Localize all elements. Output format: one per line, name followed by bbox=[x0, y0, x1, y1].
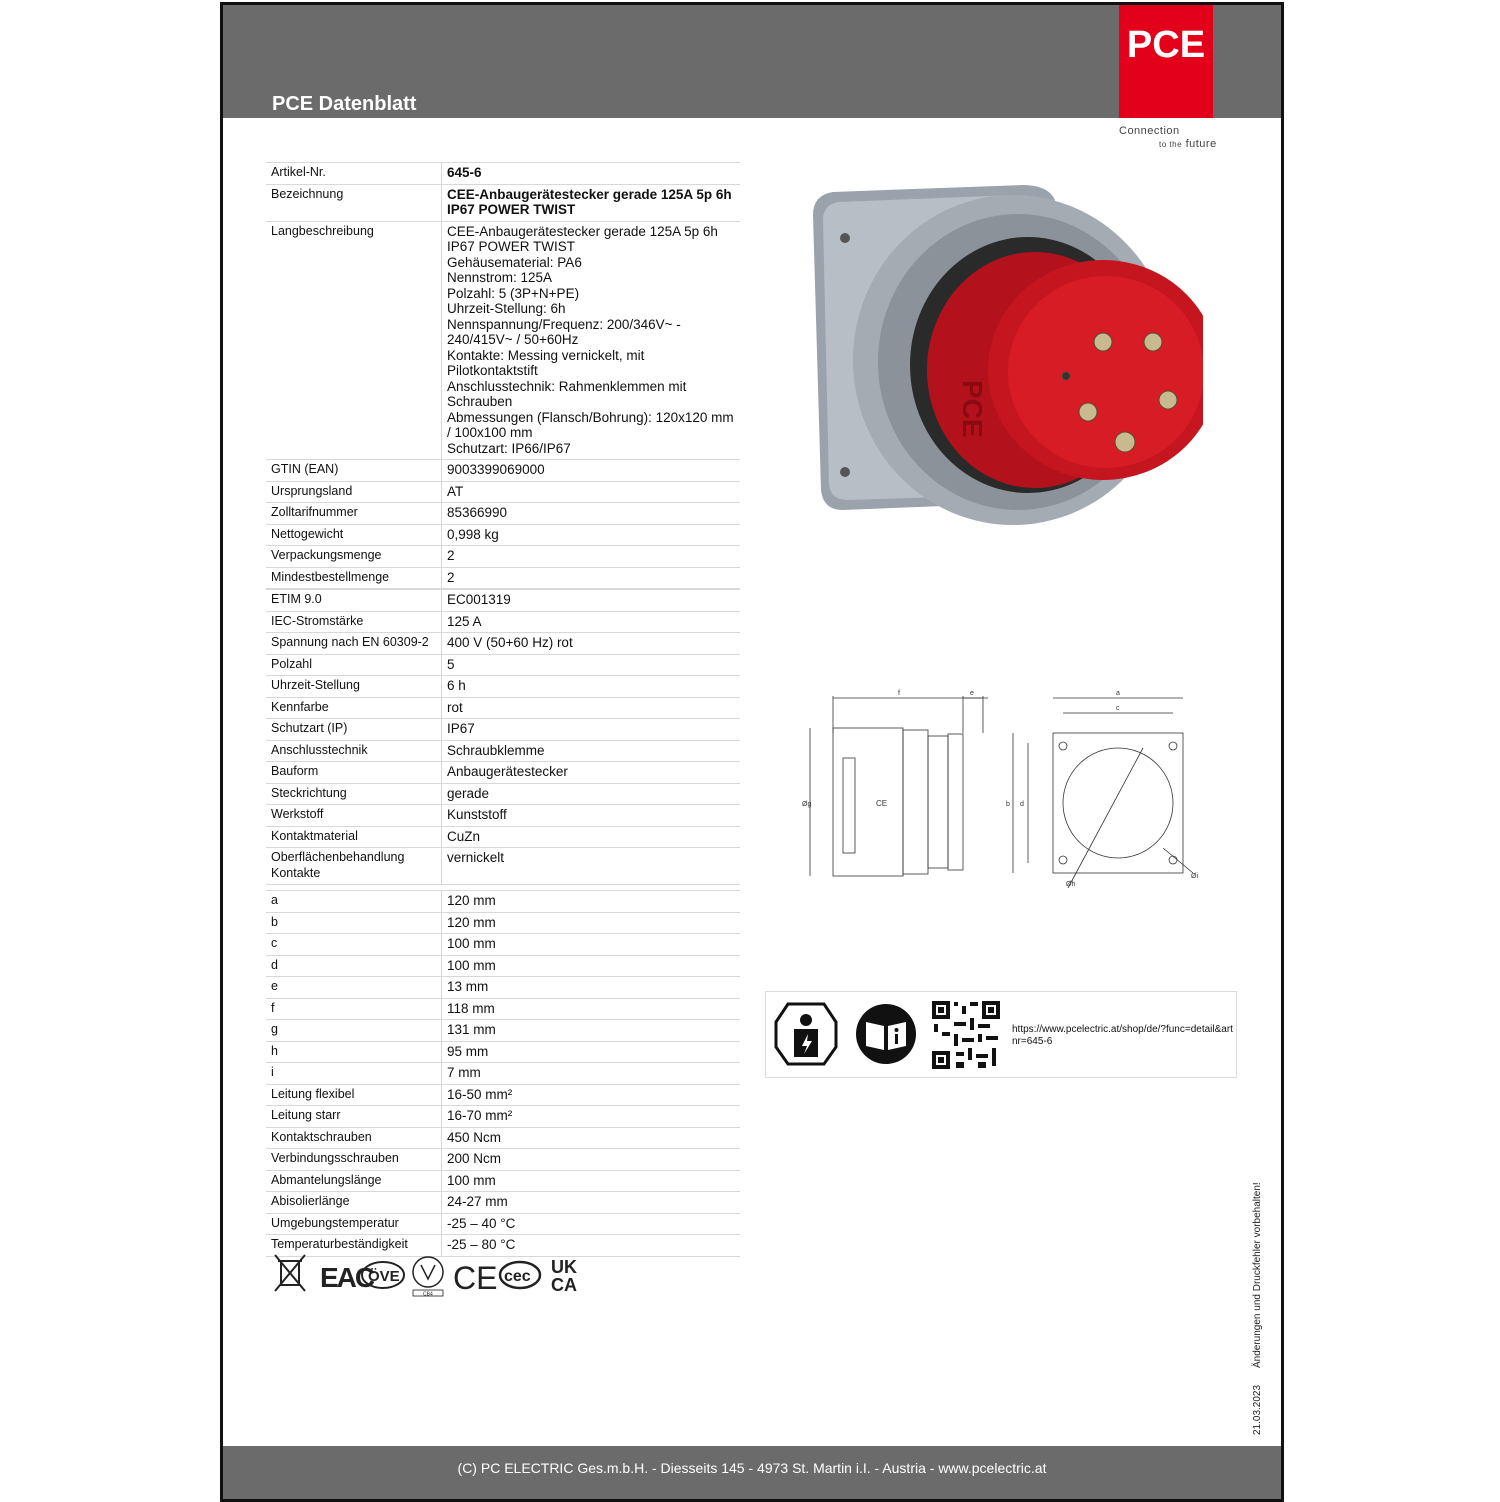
product-image bbox=[803, 180, 1203, 540]
spec-row bbox=[266, 654, 740, 676]
spec-row bbox=[266, 163, 740, 185]
ukca-mark-bottom: CA bbox=[551, 1275, 577, 1295]
spec-row bbox=[266, 1063, 740, 1085]
spec-row bbox=[266, 805, 740, 827]
spec-row bbox=[266, 1170, 740, 1192]
tagline-future: to the future bbox=[1159, 138, 1217, 150]
info-box bbox=[765, 991, 1237, 1078]
spec-row bbox=[266, 1127, 740, 1149]
info-icons bbox=[766, 992, 1006, 1077]
spec-value: -25 – 40 °C bbox=[442, 1213, 741, 1235]
dim-label-f: f bbox=[898, 690, 900, 697]
spec-label: Bauform bbox=[266, 762, 442, 784]
cec-mark: cec bbox=[504, 1268, 531, 1285]
page-title: PCE Datenblatt bbox=[272, 93, 417, 115]
spec-value: 16-50 mm² bbox=[442, 1084, 741, 1106]
spec-value: Schraubklemme bbox=[442, 740, 741, 762]
spec-value: 85366990 bbox=[442, 503, 741, 525]
spec-row bbox=[266, 460, 740, 482]
dim-label-a: a bbox=[1116, 690, 1120, 697]
mount-hole-icon bbox=[840, 233, 850, 243]
disclaimer-note: Änderungen und Druckfehler vorbehalten! bbox=[1252, 1182, 1263, 1368]
ove-mark: ÖVE bbox=[368, 1268, 400, 1285]
spec-label: Umgebungstemperatur bbox=[266, 1213, 442, 1235]
weee-bin-icon bbox=[275, 1255, 305, 1291]
spec-value: 120 mm bbox=[442, 891, 741, 913]
spec-value: EC001319 bbox=[442, 590, 741, 612]
spec-row bbox=[266, 481, 740, 503]
spec-label: e bbox=[266, 977, 442, 999]
etim-spec-table bbox=[266, 589, 740, 885]
read-manual-icon bbox=[856, 1004, 916, 1064]
spec-label: ETIM 9.0 bbox=[266, 590, 442, 612]
spec-label: b bbox=[266, 912, 442, 934]
spec-label: Abmantelungslänge bbox=[266, 1170, 442, 1192]
footer-text: (C) PC ELECTRIC Ges.m.b.H. - Diesseits 145 - 4973 St. Martin i.I. - Austria - www.pcelectric.at bbox=[457, 1460, 1047, 1476]
spec-label: Verbindungsschrauben bbox=[266, 1149, 442, 1171]
pce-logo: PCE bbox=[1119, 5, 1213, 118]
cb-mark-icon bbox=[413, 1257, 443, 1298]
spec-label: g bbox=[266, 1020, 442, 1042]
main-spec-table bbox=[266, 162, 740, 589]
spec-row bbox=[266, 998, 740, 1020]
spec-row bbox=[266, 1106, 740, 1128]
spec-value: 24-27 mm bbox=[442, 1192, 741, 1214]
dimension-drawing bbox=[798, 688, 1218, 898]
qr-code-icon bbox=[931, 1000, 1001, 1070]
spec-value: rot bbox=[442, 697, 741, 719]
spec-row bbox=[266, 1192, 740, 1214]
spec-label: Werkstoff bbox=[266, 805, 442, 827]
certification-marks bbox=[273, 1253, 593, 1298]
product-mark: PCE bbox=[957, 380, 988, 438]
spec-row bbox=[266, 546, 740, 568]
spec-label: i bbox=[266, 1063, 442, 1085]
spec-label: Langbeschreibung bbox=[266, 221, 442, 460]
spec-row bbox=[266, 676, 740, 698]
spec-label: Polzahl bbox=[266, 654, 442, 676]
spec-label: Spannung nach EN 60309-2 bbox=[266, 633, 442, 655]
spec-value: 120 mm bbox=[442, 912, 741, 934]
dim-label-d: d bbox=[1020, 801, 1024, 808]
spec-row bbox=[266, 1020, 740, 1042]
spec-row bbox=[266, 1149, 740, 1171]
spec-value: 645-6 bbox=[442, 163, 741, 185]
dim-label-h: Øh bbox=[1066, 881, 1076, 888]
spec-row bbox=[266, 891, 740, 913]
mount-hole-icon bbox=[840, 467, 850, 477]
spec-label: Temperaturbeständigkeit bbox=[266, 1235, 442, 1257]
datasheet-page bbox=[220, 2, 1284, 1502]
spec-row bbox=[266, 1213, 740, 1235]
spec-label: Ursprungsland bbox=[266, 481, 442, 503]
spec-label: Abisolierlänge bbox=[266, 1192, 442, 1214]
spec-label: Steckrichtung bbox=[266, 783, 442, 805]
spec-value: 16-70 mm² bbox=[442, 1106, 741, 1128]
spec-row bbox=[266, 912, 740, 934]
spec-value: IP67 bbox=[442, 719, 741, 741]
spec-label: Verpackungsmenge bbox=[266, 546, 442, 568]
spec-value-line: Polzahl: 5 (3P+N+PE) bbox=[447, 285, 580, 301]
spec-row bbox=[266, 1084, 740, 1106]
spec-value: 13 mm bbox=[442, 977, 741, 999]
spec-value: 95 mm bbox=[442, 1041, 741, 1063]
dim-label-i: Øi bbox=[1191, 873, 1198, 880]
spec-row bbox=[266, 590, 740, 612]
spec-value: vernickelt bbox=[442, 848, 741, 885]
spec-label: GTIN (EAN) bbox=[266, 460, 442, 482]
spec-row bbox=[266, 955, 740, 977]
spec-value: CEE-Anbaugerätestecker gerade 125A 5p 6h IP67 POWER TWIST bbox=[442, 184, 741, 221]
dim-label-e: e bbox=[970, 690, 974, 697]
spec-row bbox=[266, 783, 740, 805]
spec-value-line: Abmessungen (Flansch/Bohrung): 120x120 mm / 100x100 mm bbox=[447, 409, 734, 440]
spec-value: 100 mm bbox=[442, 955, 741, 977]
header-bar bbox=[223, 5, 1281, 118]
document-date: 21.03.2023 bbox=[1252, 1384, 1263, 1435]
spec-value-line: Anschlusstechnik: Rahmenklemmen mit Schrauben bbox=[447, 378, 687, 409]
spec-label: c bbox=[266, 934, 442, 956]
spec-value: 2 bbox=[442, 567, 741, 589]
spec-value-lines bbox=[442, 221, 741, 460]
spec-row bbox=[266, 221, 740, 460]
spec-value: Kunststoff bbox=[442, 805, 741, 827]
spec-value: 125 A bbox=[442, 611, 741, 633]
ce-mark: CE bbox=[453, 1260, 498, 1296]
spec-row bbox=[266, 524, 740, 546]
dim-label-c: c bbox=[1116, 705, 1120, 712]
spec-label: Schutzart (IP) bbox=[266, 719, 442, 741]
dim-label-g: Øg bbox=[802, 801, 812, 808]
footer-bar bbox=[223, 1446, 1281, 1499]
spec-label: Kontaktschrauben bbox=[266, 1127, 442, 1149]
spec-label: Leitung flexibel bbox=[266, 1084, 442, 1106]
spec-label: h bbox=[266, 1041, 442, 1063]
spec-label: Leitung starr bbox=[266, 1106, 442, 1128]
spec-value-line: Kontakte: Messing vernickelt, mit Pilotkontaktstift bbox=[447, 347, 645, 378]
spec-value-line: Schutzart: IP66/IP67 bbox=[447, 440, 571, 456]
ce-mark-drawing: CE bbox=[876, 799, 888, 808]
spec-label: IEC-Stromstärke bbox=[266, 611, 442, 633]
spec-value: AT bbox=[442, 481, 741, 503]
spec-label: Nettogewicht bbox=[266, 524, 442, 546]
spec-value: -25 – 80 °C bbox=[442, 1235, 741, 1257]
ukca-mark-top: UK bbox=[551, 1257, 577, 1277]
dim-label-b: b bbox=[1006, 801, 1010, 808]
spec-row bbox=[266, 1041, 740, 1063]
spec-row bbox=[266, 826, 740, 848]
spec-value: 118 mm bbox=[442, 998, 741, 1020]
spec-label: d bbox=[266, 955, 442, 977]
spec-value-line: Nennstrom: 125A bbox=[447, 270, 553, 285]
spec-value: 200 Ncm bbox=[442, 1149, 741, 1171]
spec-value: 7 mm bbox=[442, 1063, 741, 1085]
plug-face bbox=[1008, 276, 1203, 468]
spec-value: CuZn bbox=[442, 826, 741, 848]
spec-row bbox=[266, 977, 740, 999]
spec-label: Uhrzeit-Stellung bbox=[266, 676, 442, 698]
spec-row bbox=[266, 719, 740, 741]
spec-value: gerade bbox=[442, 783, 741, 805]
spec-row bbox=[266, 633, 740, 655]
product-url-link[interactable]: https://www.pcelectric.at/shop/de/?func=detail&artnr=645-6 bbox=[1012, 1024, 1233, 1047]
spec-label: f bbox=[266, 998, 442, 1020]
spec-label: Kontaktmaterial bbox=[266, 826, 442, 848]
spec-value: 5 bbox=[442, 654, 741, 676]
spec-row bbox=[266, 740, 740, 762]
cb-mark-sub: CB4 bbox=[423, 1291, 433, 1298]
spec-label: a bbox=[266, 891, 442, 913]
spec-value: 6 h bbox=[442, 676, 741, 698]
spec-value: 400 V (50+60 Hz) rot bbox=[442, 633, 741, 655]
spec-label: Anschlusstechnik bbox=[266, 740, 442, 762]
spec-value: 0,998 kg bbox=[442, 524, 741, 546]
spec-label: Kennfarbe bbox=[266, 697, 442, 719]
spec-label: Oberflächenbehandlung Kontakte bbox=[266, 848, 442, 885]
spec-value-line: Uhrzeit-Stellung: 6h bbox=[447, 301, 566, 316]
spec-row bbox=[266, 934, 740, 956]
dimension-spec-table bbox=[266, 890, 740, 1257]
spec-label: Zolltarifnummer bbox=[266, 503, 442, 525]
spec-row bbox=[266, 697, 740, 719]
spec-label: Bezeichnung bbox=[266, 184, 442, 221]
spec-row bbox=[266, 848, 740, 885]
spec-row bbox=[266, 567, 740, 589]
spec-value-line: CEE-Anbaugerätestecker gerade 125A 5p 6h IP67 POWER TWIST bbox=[447, 223, 718, 254]
tagline-connection: Connection bbox=[1119, 125, 1180, 137]
spec-row bbox=[266, 762, 740, 784]
eac-mark: EAC bbox=[320, 1262, 374, 1293]
spec-value: 100 mm bbox=[442, 1170, 741, 1192]
spec-value: 131 mm bbox=[442, 1020, 741, 1042]
spec-value-line: Gehäusematerial: PA6 bbox=[447, 254, 582, 270]
spec-value-line: Nennspannung/Frequenz: 200/346V~ - 240/415V~ / 50+60Hz bbox=[447, 316, 681, 347]
spec-label: Mindestbestellmenge bbox=[266, 567, 442, 589]
spec-label: Artikel-Nr. bbox=[266, 163, 442, 185]
spec-row bbox=[266, 611, 740, 633]
spec-value: 2 bbox=[442, 546, 741, 568]
spec-row bbox=[266, 503, 740, 525]
spec-value: 450 Ncm bbox=[442, 1127, 741, 1149]
spec-row bbox=[266, 184, 740, 221]
spec-value: 100 mm bbox=[442, 934, 741, 956]
spec-value: 9003399069000 bbox=[442, 460, 741, 482]
spec-value: Anbaugerätestecker bbox=[442, 762, 741, 784]
